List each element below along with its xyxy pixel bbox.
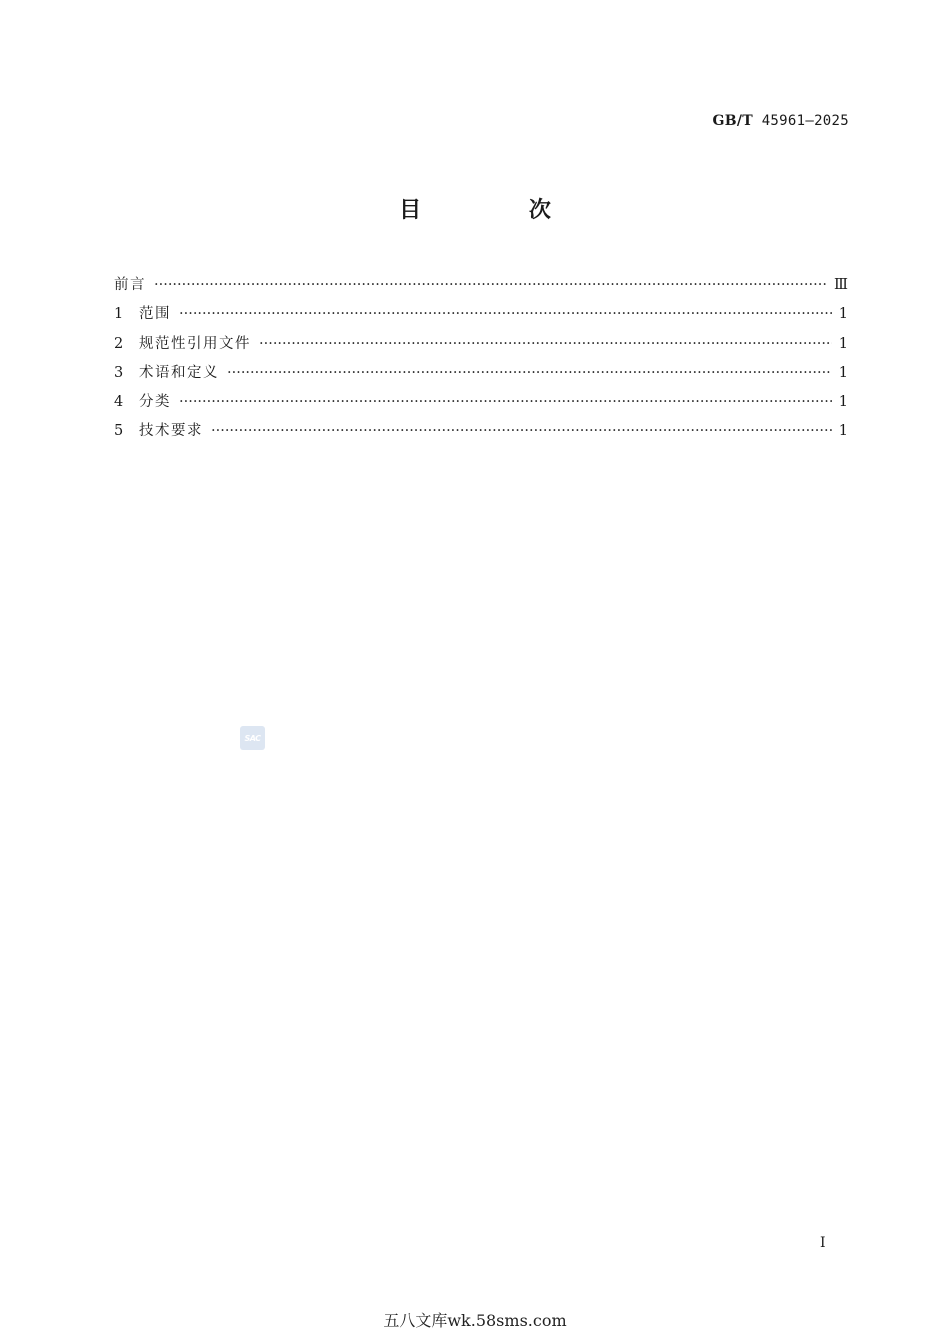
toc-entry-scope[interactable] <box>114 302 848 331</box>
toc-entry-number: 3 <box>114 364 124 381</box>
standard-code: 45961—2025 <box>761 113 849 129</box>
toc-entry-label: 规范性引用文件 <box>139 335 251 352</box>
toc-dot-leader <box>259 336 832 352</box>
toc-dot-leader <box>227 365 832 381</box>
toc-entry-terms-definitions[interactable] <box>114 361 848 390</box>
toc-entry-technical-requirements[interactable] <box>114 419 848 448</box>
toc-entry-page: 1 <box>838 335 848 352</box>
toc-entry-page: 1 <box>838 423 848 440</box>
toc-entry-number: 5 <box>114 423 124 440</box>
sac-logo-icon: SAC <box>240 726 265 750</box>
toc-entry-label: 分类 <box>139 394 171 411</box>
toc-title: 目 次 <box>399 198 601 223</box>
toc-entry-label: 范围 <box>139 306 171 323</box>
toc-dot-leader <box>154 277 828 293</box>
toc-entry-normative-references[interactable] <box>114 332 848 361</box>
toc-entry-page: 1 <box>838 364 848 381</box>
toc-entry-foreword[interactable] <box>114 273 848 302</box>
toc-dot-leader <box>179 306 832 322</box>
toc-entry-classification[interactable] <box>114 390 848 419</box>
toc-entry-number: 1 <box>114 306 124 323</box>
toc-entry-page: 1 <box>838 306 848 323</box>
toc-entry-page: Ⅲ <box>834 277 848 293</box>
site-footer: 五八文库wk.58sms.com <box>383 1311 567 1330</box>
toc-entry-number: 2 <box>114 335 124 352</box>
page-number: I <box>820 1235 826 1251</box>
toc-entry-label: 技术要求 <box>139 423 203 440</box>
toc-dot-leader <box>179 394 832 410</box>
toc-list <box>114 273 848 449</box>
toc-entry-number: 4 <box>114 394 124 411</box>
toc-dot-leader <box>211 423 832 439</box>
toc-entry-label: 前言 <box>114 277 146 293</box>
standard-prefix: GB/T <box>712 113 753 129</box>
standard-number <box>712 113 849 129</box>
toc-entry-page: 1 <box>838 394 848 411</box>
toc-entry-label: 术语和定义 <box>139 364 219 381</box>
